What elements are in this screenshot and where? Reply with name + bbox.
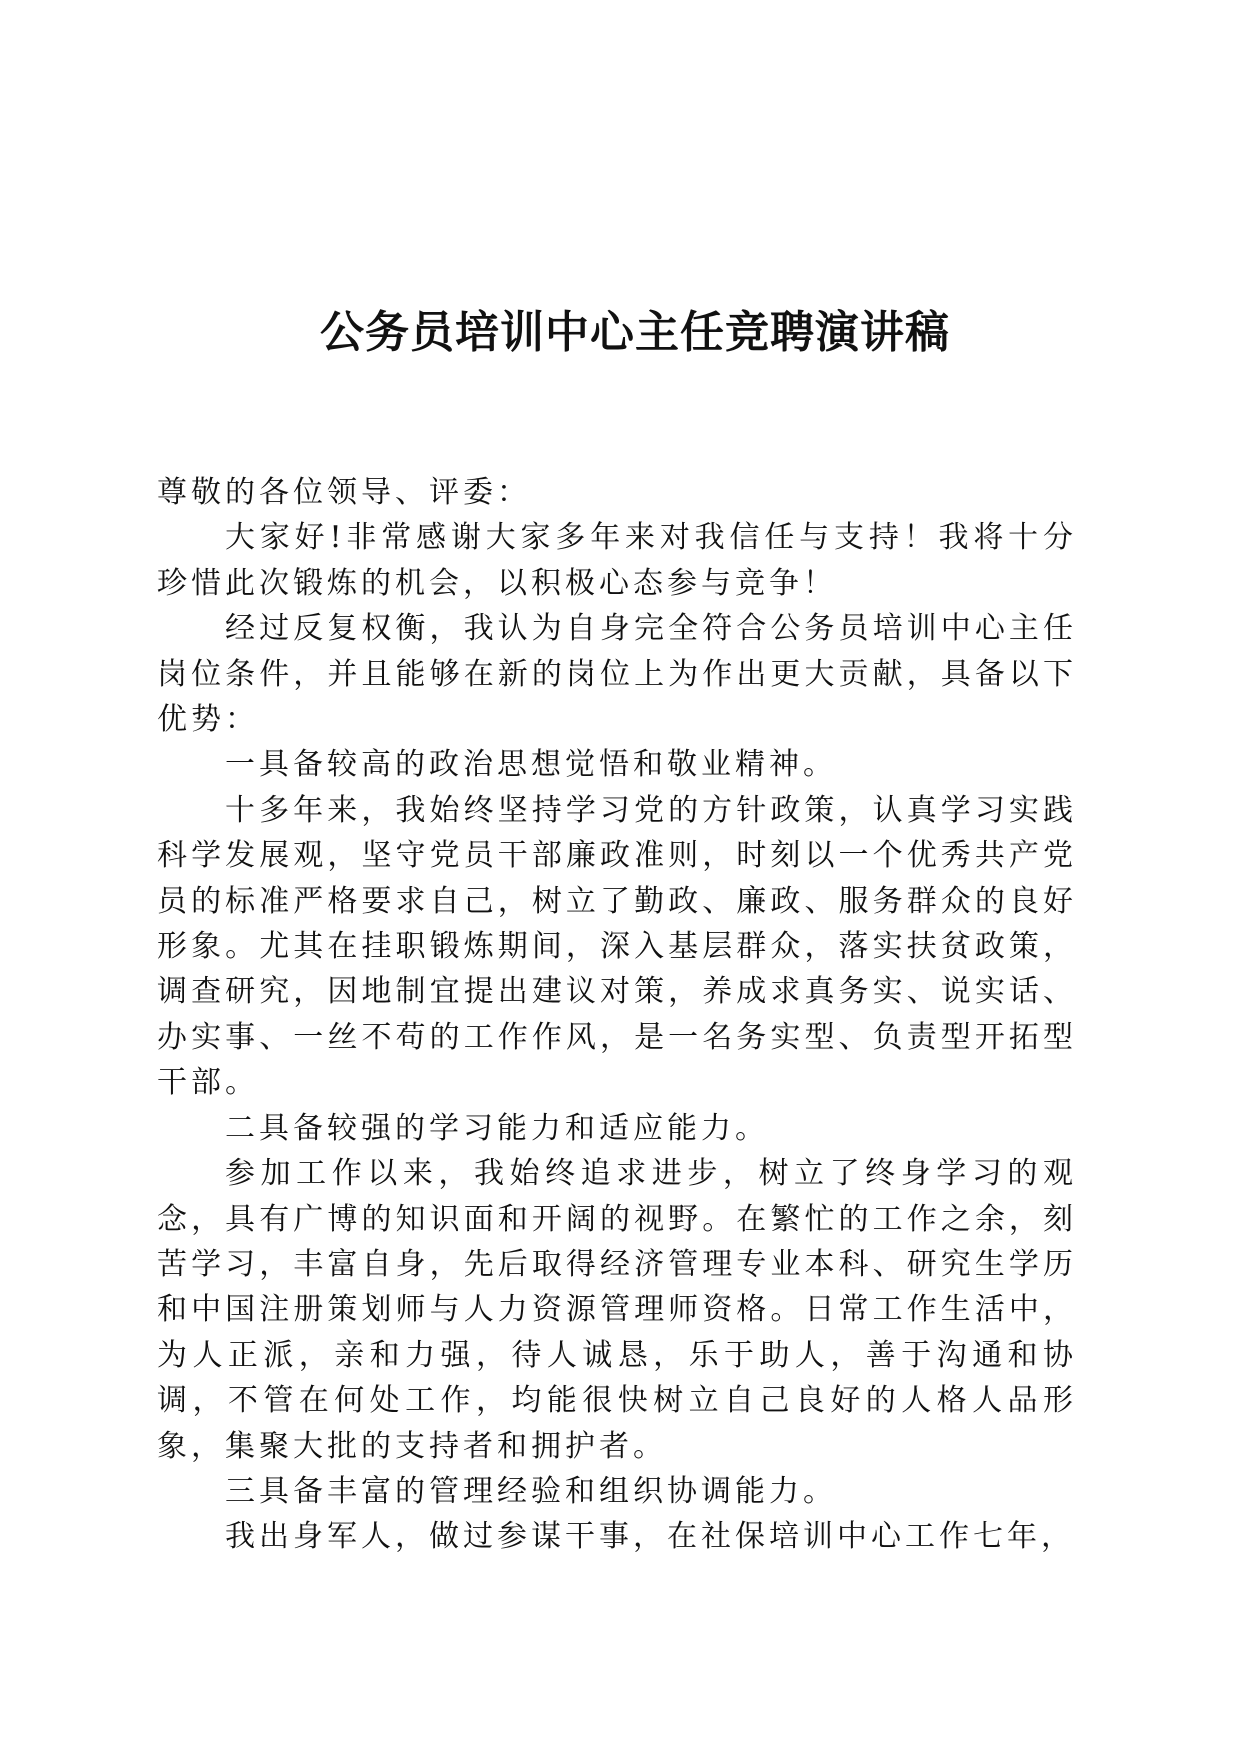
paragraph-2: 经过反复权衡，我认为自身完全符合公务员培训中心主任岗位条件，并且能够在新的岗位上为作出更大贡献，具备以下优势： — [157, 611, 1077, 738]
section-heading-3: 三具备丰富的管理经验和组织协调能力。 — [225, 1473, 837, 1509]
paragraph-5: 我出身军人，做过参谋干事，在社保培训中心工作七年， — [225, 1519, 1075, 1555]
paragraph-1: 大家好!非常感谢大家多年来对我信任与支持！我将十分珍惜此次锻炼的机会，以积极心态参与竞争！ — [157, 520, 1077, 601]
paragraph-3: 十多年来，我始终坚持学习党的方针政策，认真学习实践科学发展观，坚守党员干部廉政准则，时刻以一个优秀共产党员的标准严格要求自己，树立了勤政、廉政、服务群众的良好形象。尤其在挂职锻炼期间，深入基层群众，落实扶贫政策，调查研究，因地制宜提出建议对策，养成求真务实、说实话、办实事、一丝不苟的工作作风，是一名务实型、负责型开拓型干部。 — [157, 792, 1077, 1101]
document-title: 公务员培训中心主任竞聘演讲稿 — [320, 307, 950, 358]
section-heading-1: 一具备较高的政治思想觉悟和敬业精神。 — [225, 747, 837, 783]
section-heading-2: 二具备较强的学习能力和适应能力。 — [225, 1110, 769, 1146]
greeting-line: 尊敬的各位领导、评委： — [157, 475, 531, 510]
document-body — [157, 470, 1077, 1560]
paragraph-4: 参加工作以来，我始终追求进步，树立了终身学习的观念，具有广博的知识面和开阔的视野。在繁忙的工作之余，刻苦学习，丰富自身，先后取得经济管理专业本科、研究生学历和中国注册策划师与人力资源管理师资格。日常工作生活中，为人正派，亲和力强，待人诚恳，乐于助人，善于沟通和协调，不管在何处工作，均能很快树立自己良好的人格人品形象，集聚大批的支持者和拥护者。 — [157, 1156, 1077, 1464]
